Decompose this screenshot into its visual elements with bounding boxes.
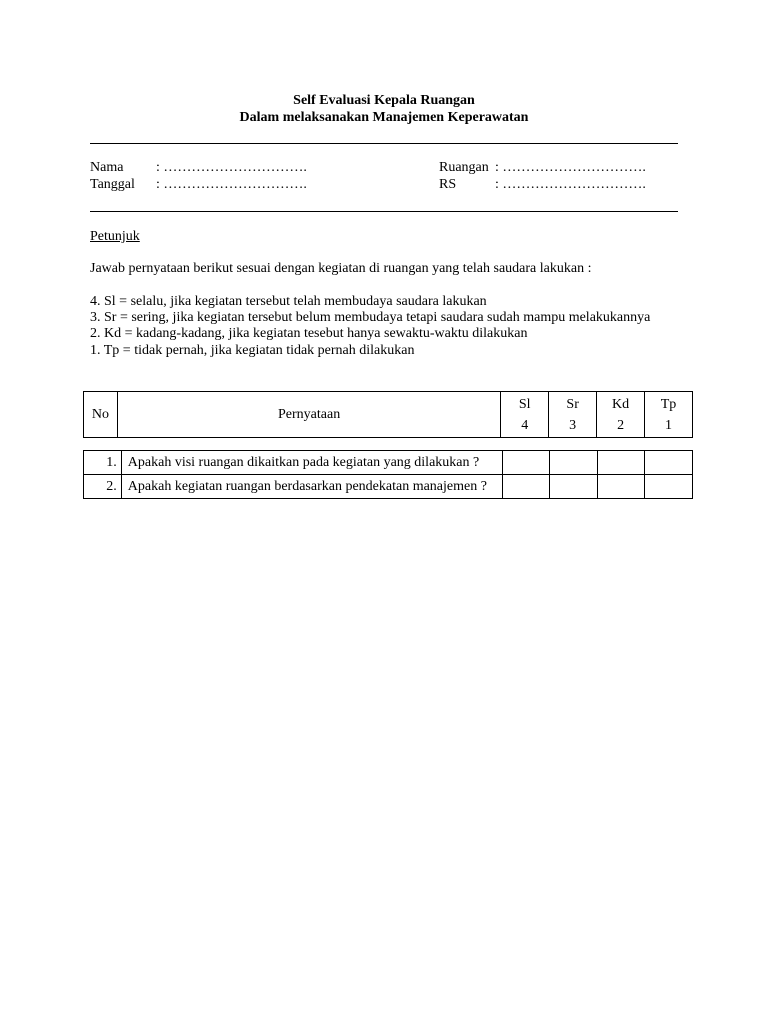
document-subtitle: Dalam melaksanakan Manajemen Keperawatan <box>239 110 529 125</box>
top-divider <box>90 143 678 144</box>
header-no: No <box>84 392 118 438</box>
rating-cell-sr[interactable] <box>550 451 598 475</box>
rating-cell-kd[interactable] <box>597 451 645 475</box>
header-rating-tp <box>645 392 693 438</box>
rating-code: Sl <box>518 396 531 412</box>
row-statement: Apakah visi ruangan dikaitkan pada kegiatan yang dilakukan ? <box>121 451 502 475</box>
header-rating-sl <box>501 392 549 438</box>
document-title: Self Evaluasi Kepala Ruangan <box>293 93 475 108</box>
rating-cell-sl[interactable] <box>502 475 550 499</box>
rating-cell-tp[interactable] <box>645 475 693 499</box>
ruangan-field[interactable]: : …………………………. <box>495 160 646 175</box>
table-row <box>84 475 693 499</box>
instruction-item-4: 4. Sl = selalu, jika kegiatan tersebut telah membudaya saudara lakukan <box>90 294 487 309</box>
rating-cell-sr[interactable] <box>550 475 598 499</box>
row-number: 2. <box>84 475 122 499</box>
rating-cell-sl[interactable] <box>502 451 550 475</box>
rating-score: 3 <box>569 417 577 433</box>
table-header <box>83 391 693 438</box>
row-statement: Apakah kegiatan ruangan berdasarkan pendekatan manajemen ? <box>121 475 502 499</box>
rating-score: 1 <box>665 417 673 433</box>
header-rating-sr <box>549 392 597 438</box>
tanggal-field[interactable]: : …………………………. <box>156 177 307 192</box>
tanggal-label: Tanggal <box>90 177 135 192</box>
rs-field[interactable]: : …………………………. <box>495 177 646 192</box>
rating-code: Kd <box>612 396 630 412</box>
nama-field[interactable]: : …………………………. <box>156 160 307 175</box>
header-statement: Pernyataan <box>117 392 500 438</box>
rs-label: RS <box>439 177 457 192</box>
row-number: 1. <box>84 451 122 475</box>
ruangan-label: Ruangan <box>439 160 489 175</box>
instructions-heading: Petunjuk <box>90 229 140 244</box>
instruction-item-1: 1. Tp = tidak pernah, jika kegiatan tidak pernah dilakukan <box>90 343 415 358</box>
rating-score: 4 <box>521 417 529 433</box>
rating-code: Sr <box>566 396 579 412</box>
rating-score: 2 <box>617 417 625 433</box>
table-row <box>84 451 693 475</box>
bottom-divider <box>90 211 678 212</box>
rating-code: Tp <box>660 396 677 412</box>
instruction-item-3: 3. Sr = sering, jika kegiatan tersebut belum membudaya tetapi saudara sudah mampu melakukannya <box>90 310 651 325</box>
instruction-item-2: 2. Kd = kadang-kadang, jika kegiatan tesebut hanya sewaktu-waktu dilakukan <box>90 326 528 341</box>
nama-label: Nama <box>90 160 124 175</box>
rating-cell-tp[interactable] <box>645 451 693 475</box>
header-rating-kd <box>597 392 645 438</box>
statement-table <box>83 450 693 499</box>
rating-cell-kd[interactable] <box>597 475 645 499</box>
instructions-intro: Jawab pernyataan berikut sesuai dengan kegiatan di ruangan yang telah saudara lakukan : <box>90 261 592 276</box>
